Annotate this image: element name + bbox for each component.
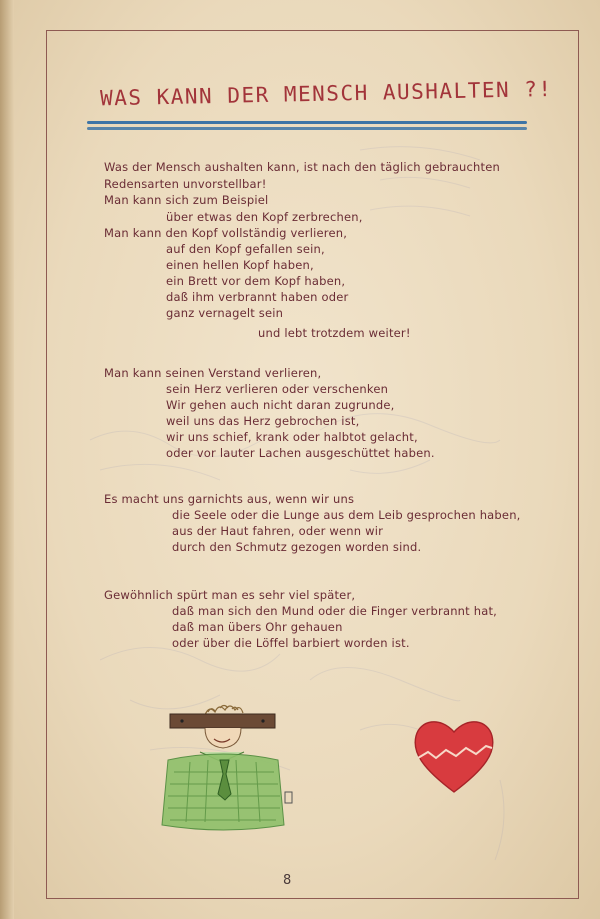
poem-line: weil uns das Herz gebrochen ist, — [166, 414, 360, 428]
poem-line: wir uns schief, krank oder halbtot gelacht, — [166, 430, 418, 444]
page-title: WAS KANN DER MENSCH AUSHALTEN ?! — [99, 76, 553, 111]
poem-line: einen hellen Kopf haben, — [166, 258, 314, 272]
title-underline-bottom — [87, 127, 527, 130]
poem-line: Man kann seinen Verstand verlieren, — [104, 366, 322, 380]
broken-heart-drawing — [412, 712, 496, 796]
poem-line: Redensarten unvorstellbar! — [104, 177, 267, 191]
poem-line: oder über die Löffel barbiert worden ist. — [172, 636, 410, 650]
poem-line: daß man übers Ohr gehauen — [172, 620, 343, 634]
poem-line: Man kann sich zum Beispiel — [104, 193, 269, 207]
poem-line: und lebt trotzdem weiter! — [258, 326, 411, 340]
poem-line: über etwas den Kopf zerbrechen, — [166, 210, 363, 224]
poem-line: aus der Haut fahren, oder wenn wir — [172, 524, 384, 538]
poem-line: die Seele oder die Lunge aus dem Leib gesprochen haben, — [172, 508, 521, 522]
poem-line: ganz vernagelt sein — [166, 306, 284, 320]
poem-line: ein Brett vor dem Kopf haben, — [166, 274, 346, 288]
poem-line: daß ihm verbrannt haben oder — [166, 290, 349, 304]
poem-line: Was der Mensch aushalten kann, ist nach den täglich gebrauchten — [104, 160, 501, 174]
title-underline-top — [87, 121, 527, 124]
poem-line: Wir gehen auch nicht daran zugrunde, — [166, 398, 395, 412]
poem-line: daß man sich den Mund oder die Finger verbrannt hat, — [172, 604, 498, 618]
binding-edge — [0, 0, 14, 919]
poem-line: Man kann den Kopf vollständig verlieren, — [104, 226, 348, 240]
poem-line: Es macht uns garnichts aus, wenn wir uns — [104, 492, 355, 506]
poem-line: sein Herz verlieren oder verschenken — [166, 382, 389, 396]
poem-line: oder vor lauter Lachen ausgeschüttet haben. — [166, 446, 435, 460]
figure-drawing — [150, 690, 300, 835]
poem-line: durch den Schmutz gezogen worden sind. — [172, 540, 422, 554]
page-number: 8 — [283, 873, 292, 888]
poem-line: auf den Kopf gefallen sein, — [166, 242, 325, 256]
poem-line: Gewöhnlich spürt man es sehr viel später, — [104, 588, 356, 602]
